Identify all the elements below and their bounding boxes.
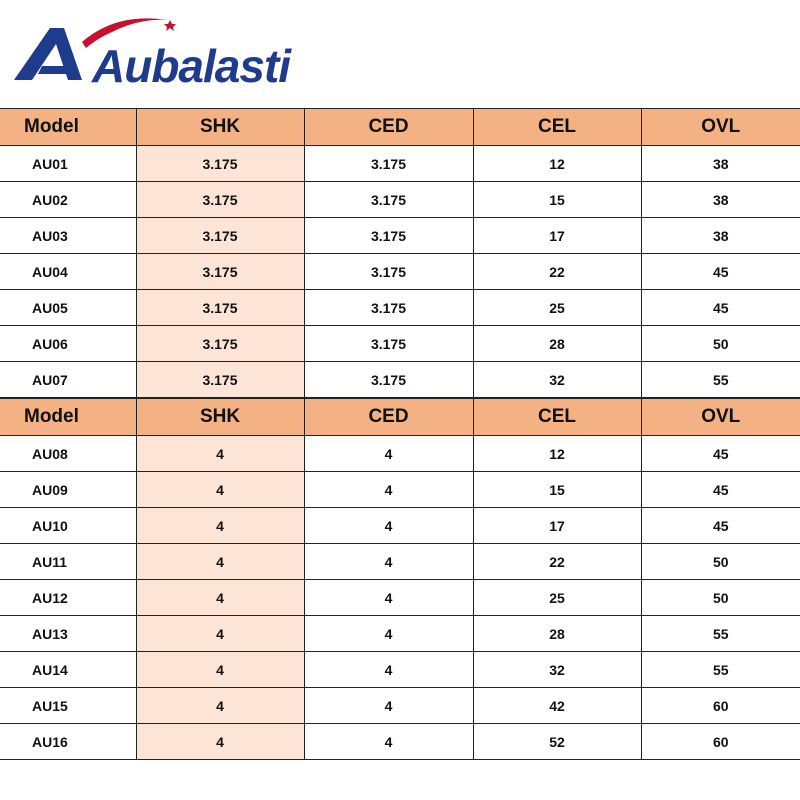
cell-shk: 3.175: [136, 218, 304, 254]
cell-shk: 3.175: [136, 182, 304, 218]
table-row: [0, 218, 800, 254]
cell-ced: 4: [304, 652, 473, 688]
cell-cel: 32: [473, 362, 641, 398]
cell-ced: 3.175: [304, 218, 473, 254]
cell-cel: 12: [473, 146, 641, 182]
cell-ced: 4: [304, 472, 473, 508]
cell-model: AU02: [0, 182, 136, 218]
cell-shk: 3.175: [136, 362, 304, 398]
cell-ovl: 50: [641, 580, 800, 616]
table-row: [0, 688, 800, 724]
cell-shk: 3.175: [136, 146, 304, 182]
cell-ced: 4: [304, 616, 473, 652]
cell-ovl: 38: [641, 218, 800, 254]
cell-model: AU14: [0, 652, 136, 688]
table-header-row: [0, 109, 800, 146]
table-row: [0, 580, 800, 616]
cell-cel: 42: [473, 688, 641, 724]
table-row: [0, 724, 800, 760]
cell-shk: 4: [136, 616, 304, 652]
cell-cel: 25: [473, 580, 641, 616]
cell-ovl: 60: [641, 688, 800, 724]
cell-shk: 3.175: [136, 254, 304, 290]
table-row: [0, 436, 800, 472]
cell-ovl: 45: [641, 508, 800, 544]
cell-model: AU12: [0, 580, 136, 616]
cell-cel: 17: [473, 508, 641, 544]
cell-shk: 4: [136, 508, 304, 544]
cell-ovl: 55: [641, 362, 800, 398]
cell-ovl: 45: [641, 436, 800, 472]
cell-cel: 15: [473, 182, 641, 218]
cell-shk: 4: [136, 544, 304, 580]
cell-cel: 32: [473, 652, 641, 688]
cell-model: AU08: [0, 436, 136, 472]
table-row: [0, 544, 800, 580]
column-header-shk: SHK: [136, 399, 304, 436]
table-row: [0, 652, 800, 688]
cell-model: AU03: [0, 218, 136, 254]
table-row: [0, 362, 800, 398]
cell-ovl: 60: [641, 724, 800, 760]
spec-table-2: [0, 398, 800, 760]
column-header-ced: CED: [304, 399, 473, 436]
cell-shk: 3.175: [136, 290, 304, 326]
cell-ced: 3.175: [304, 362, 473, 398]
cell-cel: 28: [473, 616, 641, 652]
cell-model: AU09: [0, 472, 136, 508]
column-header-model: Model: [0, 399, 136, 436]
cell-cel: 25: [473, 290, 641, 326]
column-header-ced: CED: [304, 109, 473, 146]
cell-model: AU16: [0, 724, 136, 760]
cell-shk: 4: [136, 580, 304, 616]
cell-shk: 4: [136, 724, 304, 760]
cell-cel: 22: [473, 544, 641, 580]
cell-ovl: 55: [641, 652, 800, 688]
cell-ovl: 50: [641, 326, 800, 362]
table-row: [0, 146, 800, 182]
cell-ced: 4: [304, 508, 473, 544]
cell-model: AU13: [0, 616, 136, 652]
cell-ovl: 38: [641, 146, 800, 182]
cell-ovl: 45: [641, 290, 800, 326]
cell-ced: 3.175: [304, 254, 473, 290]
cell-ced: 4: [304, 436, 473, 472]
spec-table-1: [0, 108, 800, 398]
cell-cel: 12: [473, 436, 641, 472]
column-header-cel: CEL: [473, 399, 641, 436]
column-header-model: Model: [0, 109, 136, 146]
cell-ovl: 50: [641, 544, 800, 580]
cell-ced: 3.175: [304, 182, 473, 218]
cell-model: AU04: [0, 254, 136, 290]
cell-model: AU01: [0, 146, 136, 182]
cell-cel: 52: [473, 724, 641, 760]
table-row: [0, 254, 800, 290]
cell-cel: 22: [473, 254, 641, 290]
cell-model: AU11: [0, 544, 136, 580]
cell-shk: 4: [136, 688, 304, 724]
cell-ced: 4: [304, 688, 473, 724]
table-row: [0, 290, 800, 326]
cell-cel: 15: [473, 472, 641, 508]
table-row: [0, 508, 800, 544]
cell-model: AU15: [0, 688, 136, 724]
cell-ced: 3.175: [304, 146, 473, 182]
cell-shk: 4: [136, 472, 304, 508]
column-header-ovl: OVL: [641, 109, 800, 146]
cell-model: AU05: [0, 290, 136, 326]
column-header-ovl: OVL: [641, 399, 800, 436]
cell-cel: 28: [473, 326, 641, 362]
cell-cel: 17: [473, 218, 641, 254]
brand-logo: [12, 14, 291, 92]
cell-ovl: 38: [641, 182, 800, 218]
column-header-cel: CEL: [473, 109, 641, 146]
cell-ced: 4: [304, 580, 473, 616]
table-row: [0, 472, 800, 508]
cell-ced: 4: [304, 724, 473, 760]
table-header-row: [0, 399, 800, 436]
table-row: [0, 182, 800, 218]
cell-ced: 3.175: [304, 290, 473, 326]
cell-model: AU07: [0, 362, 136, 398]
cell-ovl: 55: [641, 616, 800, 652]
table-row: [0, 326, 800, 362]
cell-shk: 4: [136, 436, 304, 472]
brand-name: Aubalasti: [92, 40, 291, 92]
cell-ced: 3.175: [304, 326, 473, 362]
cell-ced: 4: [304, 544, 473, 580]
column-header-shk: SHK: [136, 109, 304, 146]
cell-shk: 3.175: [136, 326, 304, 362]
cell-model: AU10: [0, 508, 136, 544]
table-row: [0, 616, 800, 652]
cell-ovl: 45: [641, 472, 800, 508]
cell-model: AU06: [0, 326, 136, 362]
cell-shk: 4: [136, 652, 304, 688]
cell-ovl: 45: [641, 254, 800, 290]
